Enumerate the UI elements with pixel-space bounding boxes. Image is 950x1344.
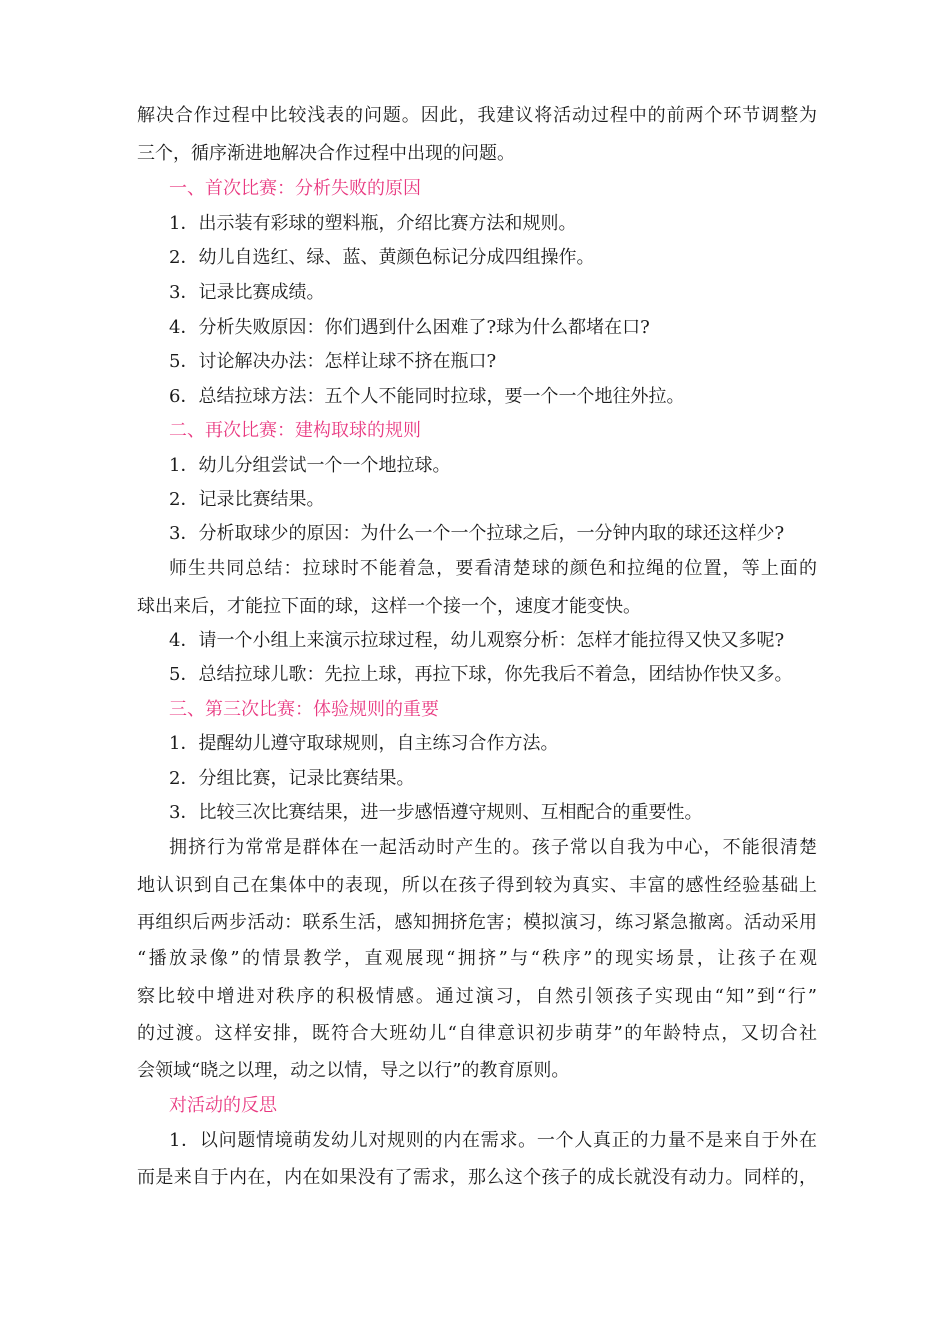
section-heading-2: 二、再次比赛：建构取球的规则	[169, 420, 421, 441]
list-item: 2．幼儿自选红、绿、蓝、黄颜色标记分成四组操作。	[169, 247, 595, 268]
list-item: 3．记录比赛成绩。	[169, 282, 325, 303]
list-item: 4．请一个小组上来演示拉球过程，幼儿观察分析：怎样才能拉得又快又多呢?	[169, 630, 785, 651]
body-line: “播放录像”的情景教学，直观展现“拥挤”与“秩序”的现实场景，让孩子在观	[137, 948, 817, 969]
body-line: 会领域“晓之以理，动之以情，导之以行”的教育原则。	[137, 1060, 570, 1081]
body-line: 地认识到自己在集体中的表现，所以在孩子得到较为真实、丰富的感性经验基础上	[137, 875, 817, 896]
body-line: 师生共同总结：拉球时不能着急，要看清楚球的颜色和拉绳的位置，等上面的	[169, 558, 817, 579]
list-item: 6．总结拉球方法：五个人不能同时拉球，要一个一个地往外拉。	[169, 386, 685, 407]
body-line: 1．以问题情境萌发幼儿对规则的内在需求。一个人真正的力量不是来自于外在	[169, 1130, 817, 1151]
list-item: 2．记录比赛结果。	[169, 489, 325, 510]
body-line: 察比较中增进对秩序的积极情感。通过演习，自然引领孩子实现由“知”到“行”	[137, 986, 817, 1007]
body-line: 球出来后，才能拉下面的球，这样一个接一个，速度才能变快。	[137, 596, 641, 617]
list-item: 3．比较三次比赛结果，进一步感悟遵守规则、互相配合的重要性。	[169, 802, 703, 823]
list-item: 3．分析取球少的原因：为什么一个一个拉球之后，一分钟内取的球还这样少?	[169, 523, 785, 544]
body-line: 三个，循序渐进地解决合作过程中出现的问题。	[137, 143, 515, 164]
list-item: 1．提醒幼儿遵守取球规则，自主练习合作方法。	[169, 733, 559, 754]
body-line: 再组织后两步活动：联系生活，感知拥挤危害；模拟演习，练习紧急撤离。活动采用	[137, 912, 817, 933]
section-heading-1: 一、首次比赛：分析失败的原因	[169, 178, 421, 199]
body-line: 解决合作过程中比较浅表的问题。因此，我建议将活动过程中的前两个环节调整为	[137, 105, 817, 126]
list-item: 1．幼儿分组尝试一个一个地拉球。	[169, 455, 451, 476]
body-line: 的过渡。这样安排，既符合大班幼儿“自律意识初步萌芽”的年龄特点，又切合社	[137, 1023, 817, 1044]
body-line: 拥挤行为常常是群体在一起活动时产生的。孩子常以自我为中心，不能很清楚	[169, 837, 817, 858]
list-item: 5．总结拉球儿歌：先拉上球，再拉下球，你先我后不着急，团结协作快又多。	[169, 664, 793, 685]
list-item: 2．分组比赛，记录比赛结果。	[169, 768, 415, 789]
body-line: 而是来自于内在，内在如果没有了需求，那么这个孩子的成长就没有动力。同样的，	[137, 1167, 817, 1188]
list-item: 1．出示装有彩球的塑料瓶，介绍比赛方法和规则。	[169, 213, 577, 234]
section-heading-3: 三、第三次比赛：体验规则的重要	[169, 699, 439, 720]
section-heading-4: 对活动的反思	[169, 1095, 277, 1116]
list-item: 5．讨论解决办法：怎样让球不挤在瓶口?	[169, 351, 497, 372]
list-item: 4．分析失败原因：你们遇到什么困难了?球为什么都堵在口?	[169, 317, 650, 338]
